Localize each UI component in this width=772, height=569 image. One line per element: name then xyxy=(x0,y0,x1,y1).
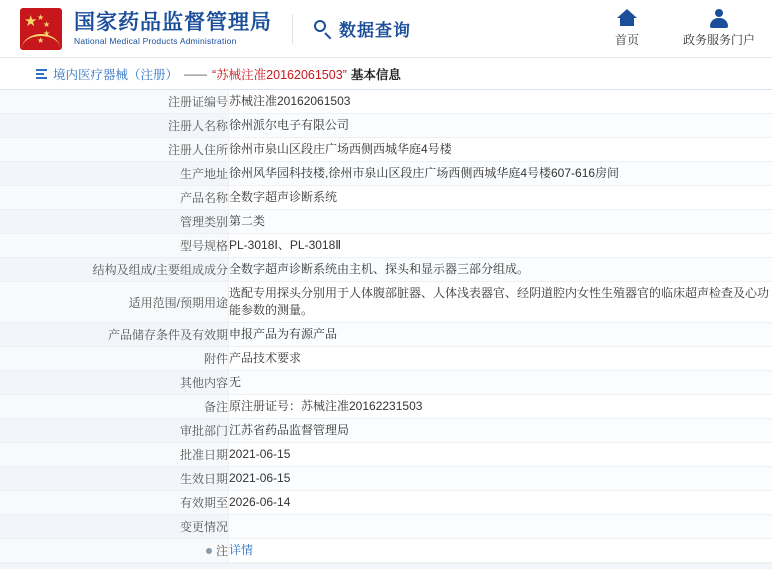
row-value: 江苏省药品监督管理局 xyxy=(229,419,772,443)
row-label: 有效期至 xyxy=(0,491,229,515)
table-row xyxy=(0,162,772,186)
table-row xyxy=(0,138,772,162)
table-row xyxy=(0,258,772,282)
note-detail-link[interactable]: 详情 xyxy=(229,543,253,557)
national-emblem-icon xyxy=(20,8,62,50)
note-value-cell xyxy=(229,539,772,563)
row-value: 原注册证号：苏械注准20162231503 xyxy=(229,395,772,419)
row-label: 批准日期 xyxy=(0,443,229,467)
table-row xyxy=(0,347,772,371)
row-value: 徐州市泉山区段庄广场西侧西城华庭4号楼 xyxy=(229,138,772,162)
table-row xyxy=(0,282,772,323)
row-label: 生效日期 xyxy=(0,467,229,491)
home-icon xyxy=(617,9,637,27)
row-value: 2021-06-15 xyxy=(229,443,772,467)
row-value: 无 xyxy=(229,371,772,395)
row-label: 生产地址 xyxy=(0,162,229,186)
row-label: 注册人住所 xyxy=(0,138,229,162)
registration-detail-table xyxy=(0,90,772,563)
table-row-note xyxy=(0,539,772,563)
table-row xyxy=(0,234,772,258)
row-label: 其他内容 xyxy=(0,371,229,395)
header-nav xyxy=(598,9,748,48)
row-value: 全数字超声诊断系统 xyxy=(229,186,772,210)
row-label: 管理类别 xyxy=(0,210,229,234)
note-label: 注 xyxy=(216,544,228,558)
row-value: PL-3018Ⅰ、PL-3018Ⅱ xyxy=(229,234,772,258)
table-row xyxy=(0,114,772,138)
row-label: 注册人名称 xyxy=(0,114,229,138)
detail-table-wrap xyxy=(0,90,772,563)
table-row xyxy=(0,467,772,491)
row-value: 徐州风华园科技楼,徐州市泉山区段庄广场西侧西城华庭4号楼607-616房间 xyxy=(229,162,772,186)
row-label: 产品储存条件及有效期 xyxy=(0,323,229,347)
table-row xyxy=(0,491,772,515)
footer-strip xyxy=(0,563,772,569)
note-dot-icon xyxy=(206,548,212,554)
page-title-certificate-no: “苏械注准20162061503” xyxy=(212,65,347,83)
table-row xyxy=(0,419,772,443)
page-title-suffix: 基本信息 xyxy=(351,65,401,83)
row-value: 2026-06-14 xyxy=(229,491,772,515)
row-label: 审批部门 xyxy=(0,419,229,443)
nav-item-home[interactable] xyxy=(598,9,656,48)
row-label: 适用范围/预期用途 xyxy=(0,282,229,323)
table-row xyxy=(0,371,772,395)
row-label: 变更情况 xyxy=(0,515,229,539)
row-value xyxy=(229,515,772,539)
row-label: 结构及组成/主要组成成分 xyxy=(0,258,229,282)
search-icon xyxy=(313,19,333,39)
emblem-star-large: ★ xyxy=(24,16,37,28)
row-value: 2021-06-15 xyxy=(229,467,772,491)
nav-item-home-label: 首页 xyxy=(615,31,639,48)
row-label: 型号规格 xyxy=(0,234,229,258)
data-query-link[interactable] xyxy=(313,16,411,41)
data-query-label: 数据查询 xyxy=(339,16,411,41)
emblem-star-3: ★ xyxy=(43,28,50,40)
table-row xyxy=(0,210,772,234)
row-label: 注册证编号 xyxy=(0,90,229,114)
emblem-star-1: ★ xyxy=(37,12,44,24)
table-row xyxy=(0,186,772,210)
table-row xyxy=(0,515,772,539)
nav-item-service-portal[interactable] xyxy=(690,9,748,48)
table-row xyxy=(0,443,772,467)
organization-name-cn: 国家药品监督管理局 xyxy=(74,10,272,34)
row-value: 产品技术要求 xyxy=(229,347,772,371)
row-value: 徐州派尔电子有限公司 xyxy=(229,114,772,138)
emblem-star-2: ★ xyxy=(43,19,50,31)
emblem-gear xyxy=(22,34,60,48)
page-title-category: 境内医疗器械（注册） xyxy=(53,65,178,83)
site-header xyxy=(0,0,772,58)
table-row xyxy=(0,323,772,347)
row-value: 全数字超声诊断系统由主机、探头和显示器三部分组成。 xyxy=(229,258,772,282)
row-value: 第二类 xyxy=(229,210,772,234)
page-title-bar xyxy=(0,58,772,90)
row-label: 产品名称 xyxy=(0,186,229,210)
note-label-cell xyxy=(0,539,229,563)
row-label: 备注 xyxy=(0,395,229,419)
organization-names xyxy=(74,10,272,47)
nav-item-service-portal-label: 政务服务门户 xyxy=(683,31,755,48)
row-value: 申报产品为有源产品 xyxy=(229,323,772,347)
header-divider xyxy=(292,14,293,44)
row-value: 苏械注准20162061503 xyxy=(229,90,772,114)
detail-table-body xyxy=(0,90,772,563)
page-title-dash: —— xyxy=(184,67,206,81)
row-value: 选配专用探头分别用于人体腹部脏器、人体浅表器官、经阴道腔内女性生殖器官的临床超声检查及心功能参数的测量。 xyxy=(229,282,772,323)
table-row xyxy=(0,395,772,419)
list-icon xyxy=(36,68,47,79)
organization-name-en: National Medical Products Administration xyxy=(74,35,272,47)
emblem-star-4: ★ xyxy=(37,35,44,47)
user-icon xyxy=(709,9,729,27)
table-row xyxy=(0,90,772,114)
row-label: 附件 xyxy=(0,347,229,371)
